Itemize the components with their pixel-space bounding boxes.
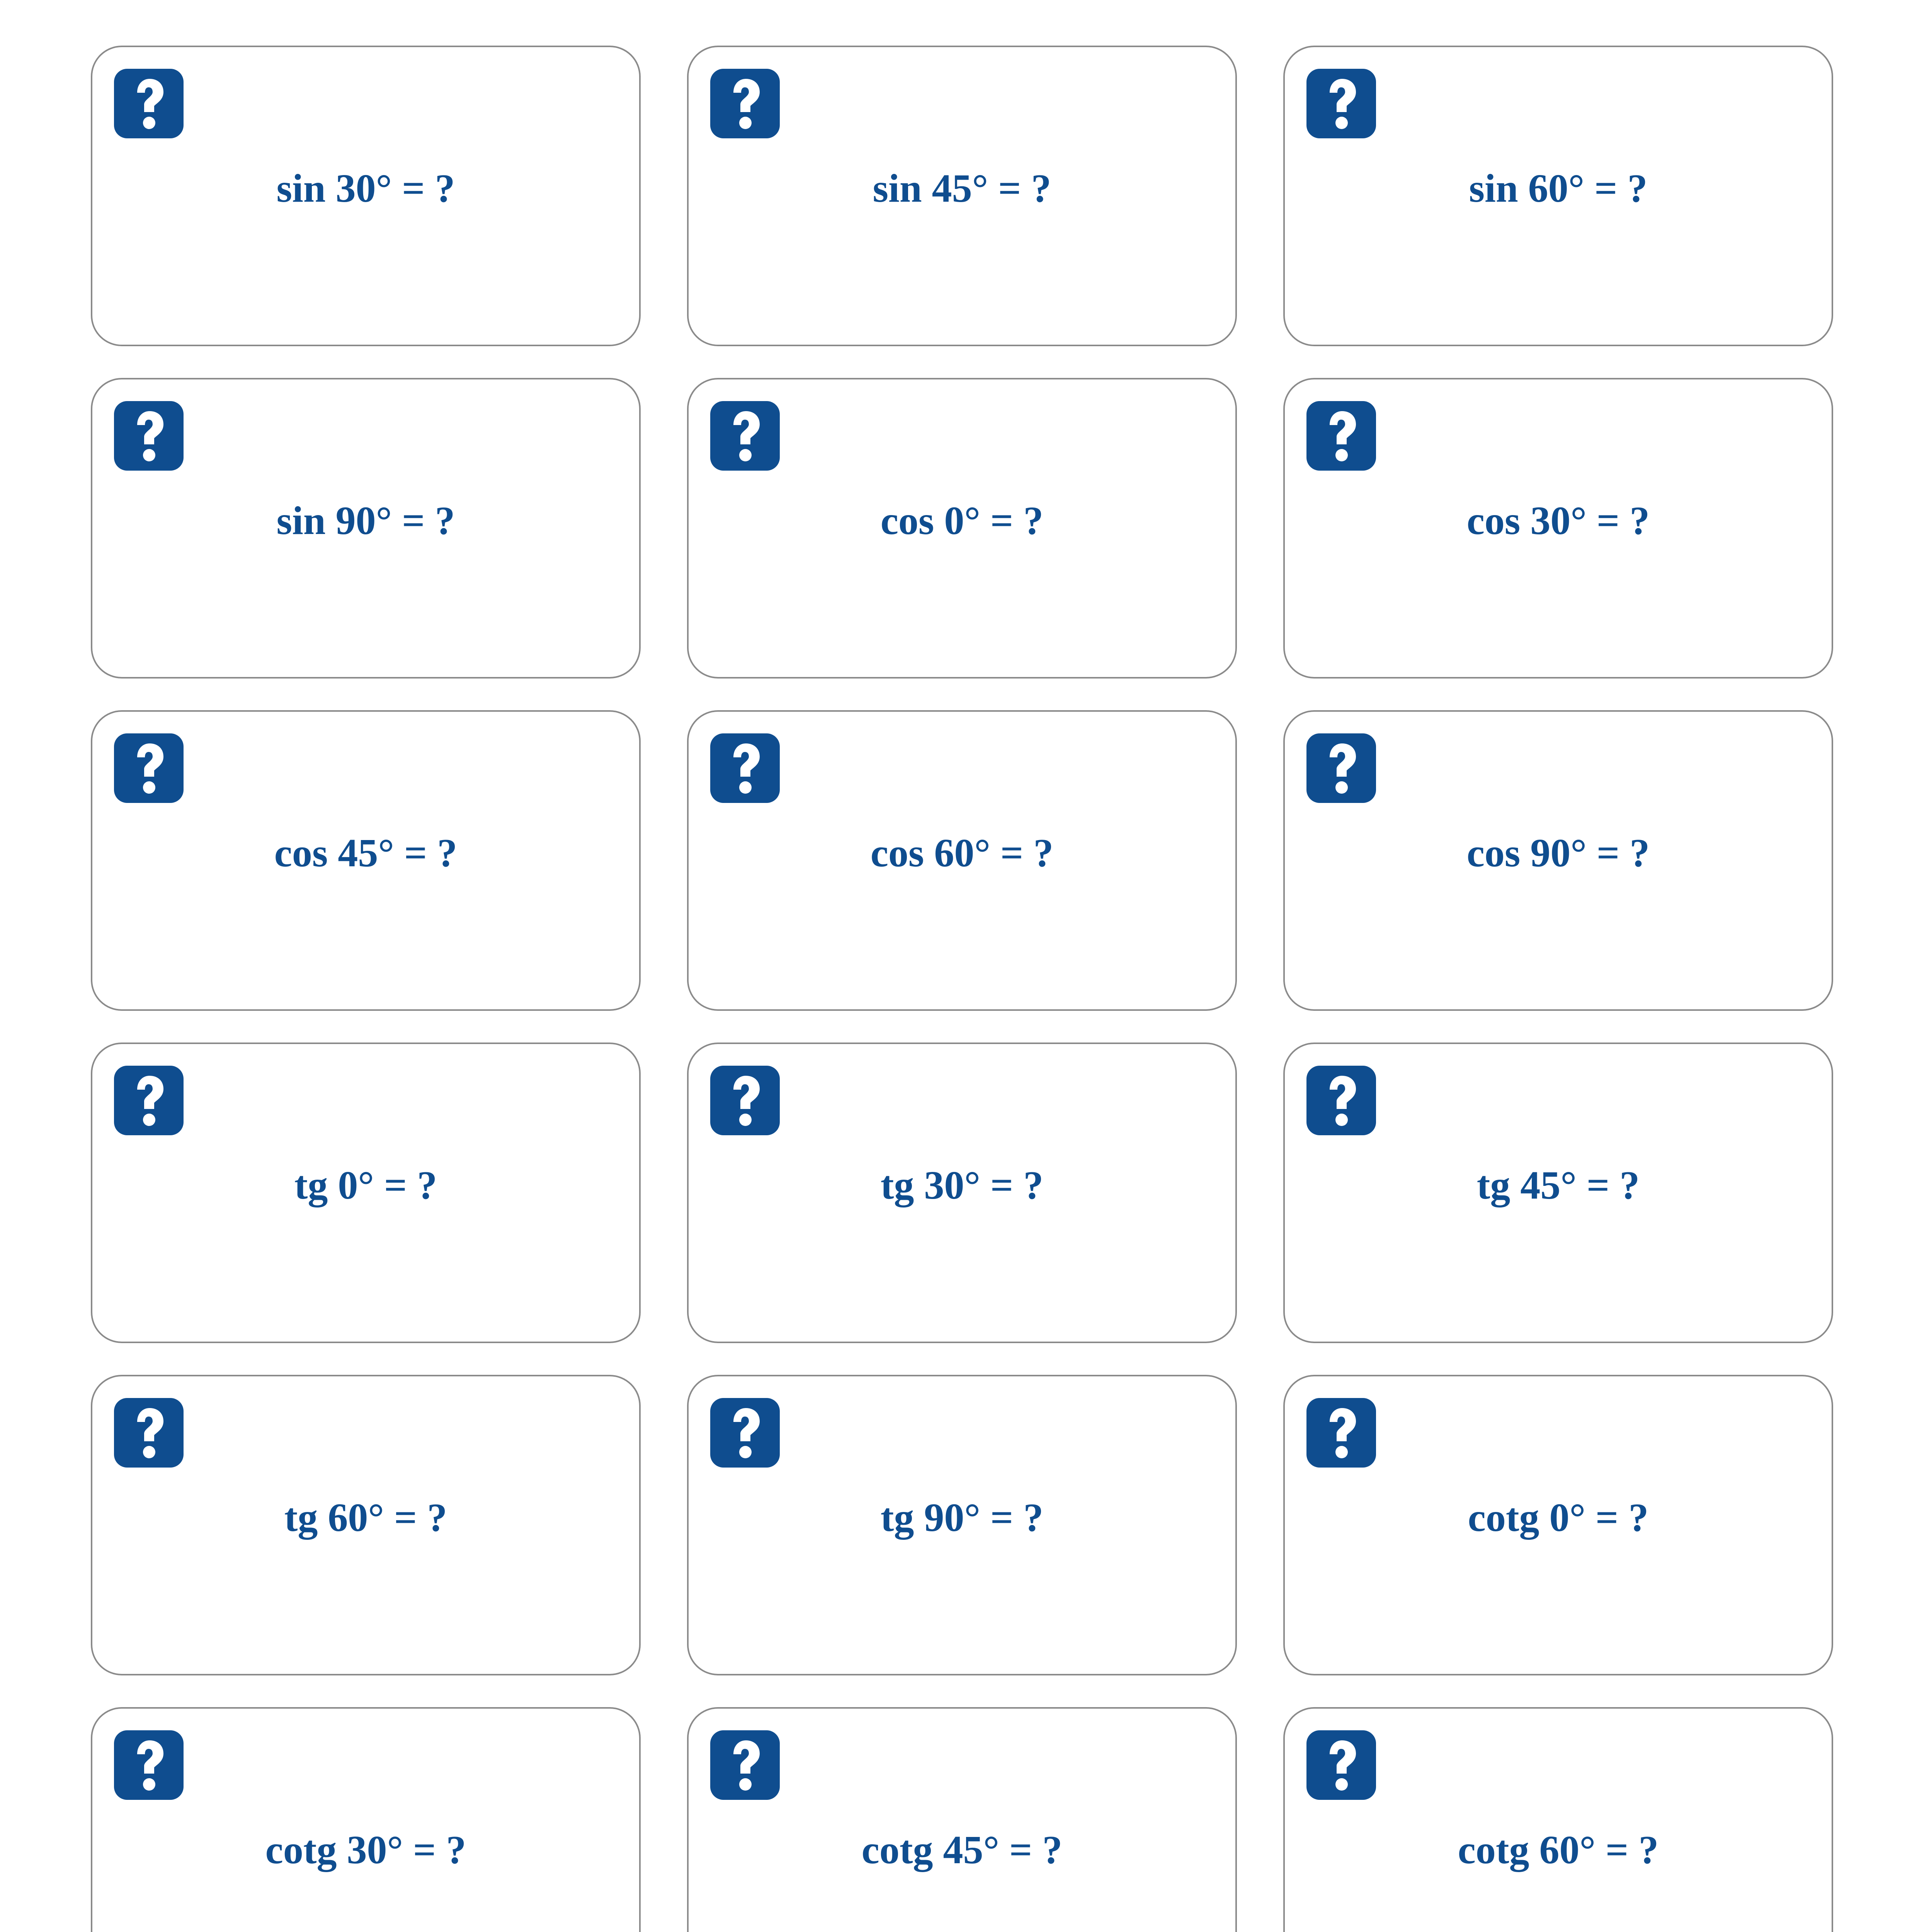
question-text: cotg 30° = ? [265, 1827, 466, 1872]
question-card-9 [1283, 710, 1833, 1011]
question-text: tg 60° = ? [284, 1495, 447, 1540]
question-text: cotg 0° = ? [1468, 1495, 1649, 1540]
question-text: cotg 60° = ? [1458, 1827, 1659, 1872]
question-card-8 [687, 710, 1237, 1011]
question-text: cos 90° = ? [1466, 830, 1650, 875]
question-card-4 [91, 378, 641, 679]
question-card-6 [1283, 378, 1833, 679]
question-card-17 [687, 1707, 1237, 1932]
question-text: tg 45° = ? [1476, 1163, 1640, 1208]
question-text: cotg 45° = ? [861, 1827, 1063, 1872]
question-card-11 [687, 1043, 1237, 1343]
question-card-15 [1283, 1375, 1833, 1675]
question-card-10 [91, 1043, 641, 1343]
question-text: sin 60° = ? [1469, 166, 1648, 211]
question-text: cos 30° = ? [1466, 498, 1650, 543]
question-card-7 [91, 710, 641, 1011]
question-card-3 [1283, 46, 1833, 346]
question-card-2 [687, 46, 1237, 346]
question-text: sin 30° = ? [276, 166, 455, 211]
question-text: sin 90° = ? [276, 498, 455, 543]
question-text: tg 0° = ? [294, 1163, 437, 1208]
question-text: sin 45° = ? [873, 166, 1051, 211]
question-card-12 [1283, 1043, 1833, 1343]
question-card-14 [687, 1375, 1237, 1675]
question-text: cos 45° = ? [274, 830, 458, 875]
question-card-5 [687, 378, 1237, 679]
question-card-1 [91, 46, 641, 346]
question-card-13 [91, 1375, 641, 1675]
question-text: cos 0° = ? [880, 498, 1044, 543]
question-text: tg 30° = ? [880, 1163, 1044, 1208]
question-text: tg 90° = ? [880, 1495, 1044, 1540]
question-card-18 [1283, 1707, 1833, 1932]
question-card-16 [91, 1707, 641, 1932]
question-text: cos 60° = ? [870, 830, 1054, 875]
